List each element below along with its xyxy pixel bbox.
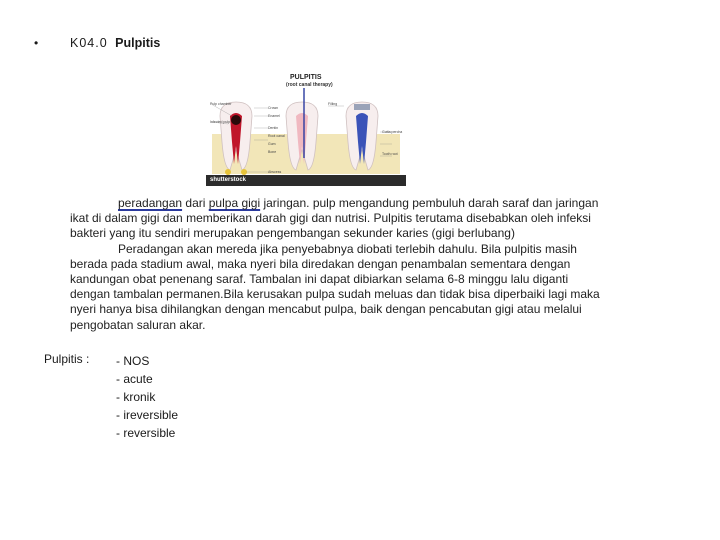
figure-label-filling: Filling [328,102,338,106]
icd-code: K04.0 [70,36,108,50]
para-line-8: nyeri hanya bisa dihilangkan dengan mencabut pulpa, baik dengan pencabutan gigi atau melalui [70,302,582,317]
para-line-7: dengan tambalan permanen.Bila kerusakan pulpa sudah meluas dan tidak bisa diperbaiki lagi maka [70,287,600,302]
pulpitis-types-list [116,352,178,442]
pulpitis-types-label: Pulpitis : [44,352,90,366]
type-item: - ireversible [116,408,179,422]
figure-label-gutta-percha: Gutta percha [382,130,403,134]
para-line-6: kandungan obat penenang saraf. Tambalan ini dapat dibiarkan selama 6-8 minggu lalu diganti [70,272,569,287]
figure-label-infected-pulp: Infected pulp [210,120,231,124]
para-line-3: bakteri yang itu sendiri merupakan pengembangan sekunder karies (gigi berlubang) [70,226,515,241]
para-line-9: pengobatan saluran akar. [70,317,206,332]
crown-filling [354,104,370,110]
figure-label-enamel: Enamel [268,114,280,118]
figure-label-pulp-chamber: Pulp chamber [210,102,232,106]
stock-watermark: shutterstock [206,175,406,186]
figure-title: PULPITIS [290,74,322,81]
link-peradangan[interactable]: peradangan [118,196,183,210]
figure-label-tooth-root: Tooth root [382,152,398,156]
link-pulpa-gigi[interactable]: pulpa gigi [208,196,261,210]
teeth-diagram [206,72,406,186]
type-item: - kronik [116,390,156,404]
figure-label-gum: Gum [268,142,276,146]
para-line-4: Peradangan akan mereda jika penyebabnya diobati terlebih dahulu. Bila pulpitis masih [118,241,577,256]
figure-label-root-canal: Root canal [268,134,285,138]
section-heading [70,36,160,50]
figure-subtitle: (root canal therapy) [286,82,333,88]
list-bullet: • [34,36,39,50]
para-line-1: peradangan dari pulpa gigi jaringan. pulp mengandung pembuluh darah saraf dan jaringan [118,196,599,210]
disease-name: Pulpitis [115,36,161,50]
description-paragraph [70,196,682,333]
para-line-2: ikat di dalam gigi dan memberikan darah gigi dan nutrisi. Pulpitis terutama disebabkan oleh infeksi [70,211,591,226]
type-item: - reversible [116,426,176,440]
figure-label-dentin: Dentin [268,126,279,130]
figure-label-bone: Bone [268,150,277,154]
figure-label-crown: Crown [268,106,279,110]
para-line-5: berada pada stadium awal, maka nyeri bila diredakan dengan penambalan sementara dengan [70,256,571,271]
infected-spot [231,115,241,125]
type-item: - acute [116,372,153,386]
pulpitis-illustration [206,72,406,186]
figure-label-abscess: Abscess [268,170,282,174]
type-item: - NOS [116,354,150,368]
